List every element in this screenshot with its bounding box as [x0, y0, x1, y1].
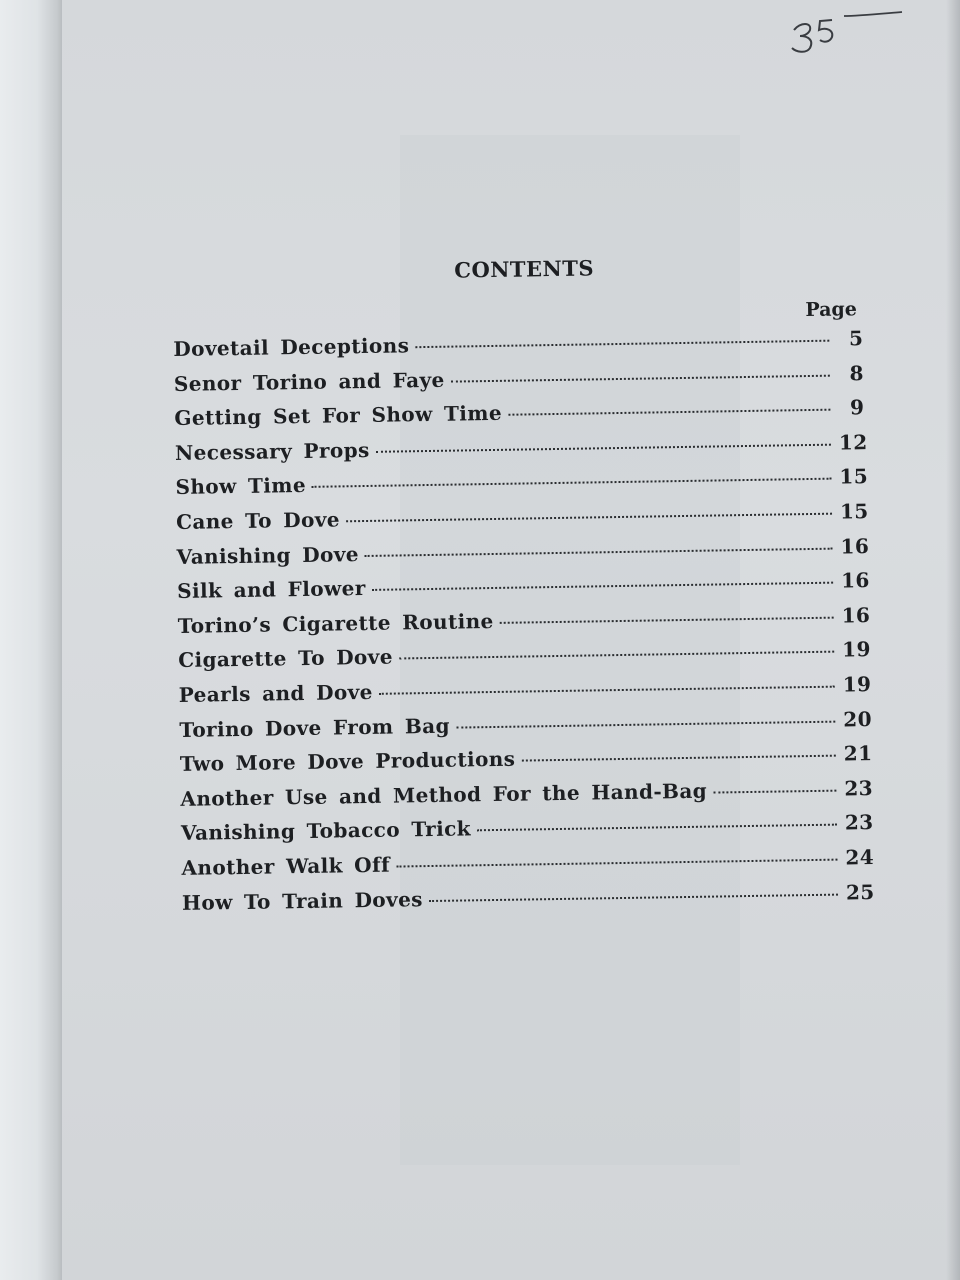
- entry-title: Two More Dove Productions: [179, 746, 516, 777]
- entry-page-number: 20: [843, 706, 873, 732]
- entry-page-number: 21: [843, 741, 873, 766]
- dot-leader: [429, 893, 838, 901]
- table-of-contents: [172, 251, 875, 925]
- dot-leader: [477, 824, 837, 832]
- dot-leader: [399, 651, 834, 660]
- entry-page-number: 5: [848, 326, 864, 351]
- entry-title: Torino Dove From Bag: [179, 713, 451, 742]
- entry-page-number: 16: [840, 533, 870, 559]
- entry-title: Cane To Dove: [175, 507, 341, 534]
- entry-title: Cigarette To Dove: [178, 644, 394, 673]
- entry-title: Silk and Flower: [176, 576, 366, 604]
- entry-page-number: 23: [844, 810, 874, 835]
- entry-page-number: 24: [845, 844, 875, 870]
- dot-leader: [376, 443, 831, 452]
- entry-title: Show Time: [175, 473, 307, 500]
- entry-page-number: 15: [839, 464, 869, 489]
- entry-page-number: 19: [842, 672, 872, 697]
- dot-leader: [508, 409, 830, 416]
- contents-list: [173, 326, 875, 925]
- page-column-label: Page: [805, 298, 857, 322]
- contents-heading: CONTENTS: [454, 255, 595, 283]
- entry-title: Necessary Props: [174, 437, 370, 465]
- dot-leader: [346, 513, 832, 523]
- dot-leader: [372, 582, 833, 591]
- dot-leader: [521, 755, 835, 762]
- entry-page-number: 16: [840, 568, 870, 593]
- entry-page-number: 12: [838, 429, 868, 455]
- page-edge-shadow: [946, 0, 960, 1280]
- entry-title: Dovetail Deceptions: [173, 333, 410, 361]
- entry-page-number: 16: [841, 602, 871, 628]
- entry-title: How To Train Doves: [181, 886, 424, 915]
- dot-leader: [451, 374, 830, 382]
- dot-leader: [500, 616, 834, 623]
- dot-leader: [415, 340, 829, 349]
- entry-title: Getting Set For Show Time: [174, 401, 503, 431]
- entry-page-number: 25: [845, 879, 875, 904]
- entry-page-number: 19: [841, 637, 872, 662]
- entry-title: Torino’s Cigarette Routine: [177, 608, 494, 638]
- dot-leader: [396, 859, 837, 868]
- entry-page-number: 8: [849, 360, 865, 385]
- entry-title: Vanishing Dove: [176, 541, 360, 569]
- entry-page-number: 23: [844, 775, 874, 801]
- entry-title: Another Use and Method For the Hand-Bag: [180, 778, 708, 811]
- dot-leader: [365, 547, 833, 556]
- entry-page-number: 15: [839, 499, 869, 524]
- handwritten-page-number: [788, 8, 908, 58]
- entry-title: Pearls and Dove: [178, 679, 373, 707]
- entry-page-number: 9: [849, 395, 865, 420]
- entry-title: Another Walk Off: [181, 852, 391, 880]
- entry-title: Senor Torino and Faye: [173, 367, 445, 396]
- entry-title: Vanishing Tobacco Trick: [180, 816, 472, 846]
- dot-leader: [312, 478, 831, 488]
- dot-leader: [379, 686, 835, 695]
- dot-leader: [456, 720, 835, 728]
- facing-page-edge: [0, 0, 62, 1280]
- dot-leader: [713, 789, 836, 793]
